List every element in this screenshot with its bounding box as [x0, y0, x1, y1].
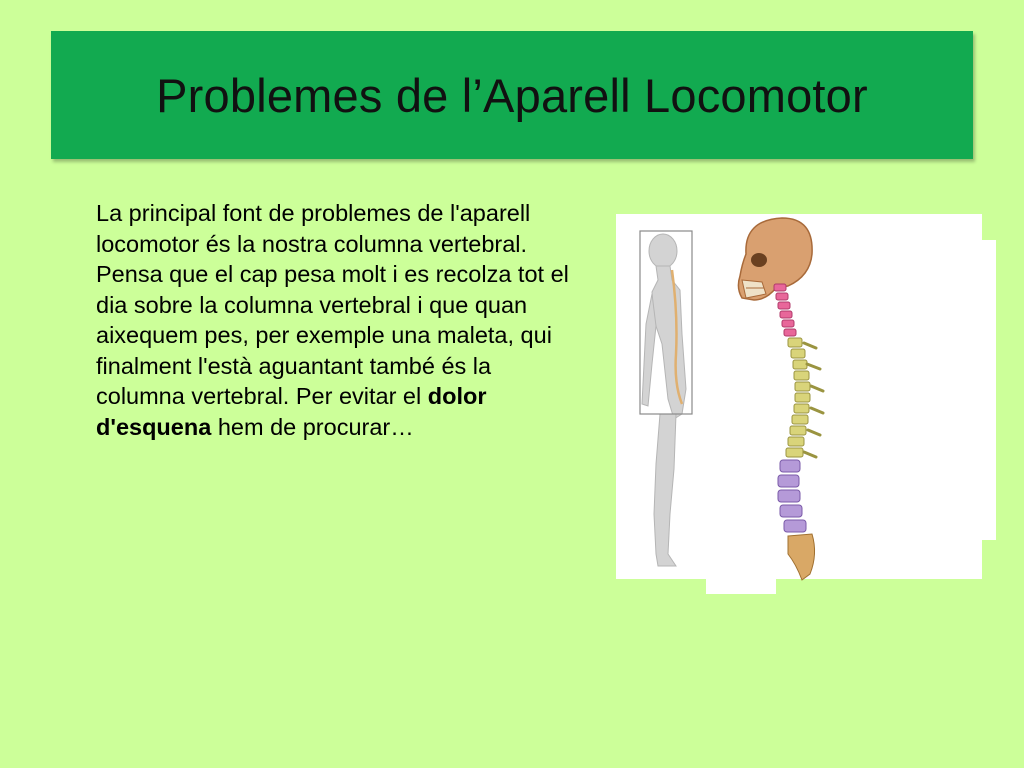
spine-illustration — [616, 214, 996, 594]
title-bar — [51, 31, 973, 159]
paragraph-text: La principal font de problemes de l'aparell locomotor és la nostra columna vertebral. Pensa que el cap pesa molt i es recolza tot el dia sobre la columna vertebral i que quan aixequem pes, per exemple una maleta, qui finalment l'està aguantant també és la columna vertebral. Per evitar el — [96, 200, 569, 409]
figure-background-edge — [981, 240, 996, 540]
paragraph-text-end: hem de procurar… — [211, 413, 414, 440]
slide-title: Problemes de l’Aparell Locomotor — [156, 68, 868, 122]
spine-illustration-svg — [616, 214, 996, 594]
paragraph-bold-text: dolor d'esquena — [96, 383, 487, 440]
body-paragraph — [96, 198, 586, 442]
figure-background-tab — [706, 569, 776, 594]
